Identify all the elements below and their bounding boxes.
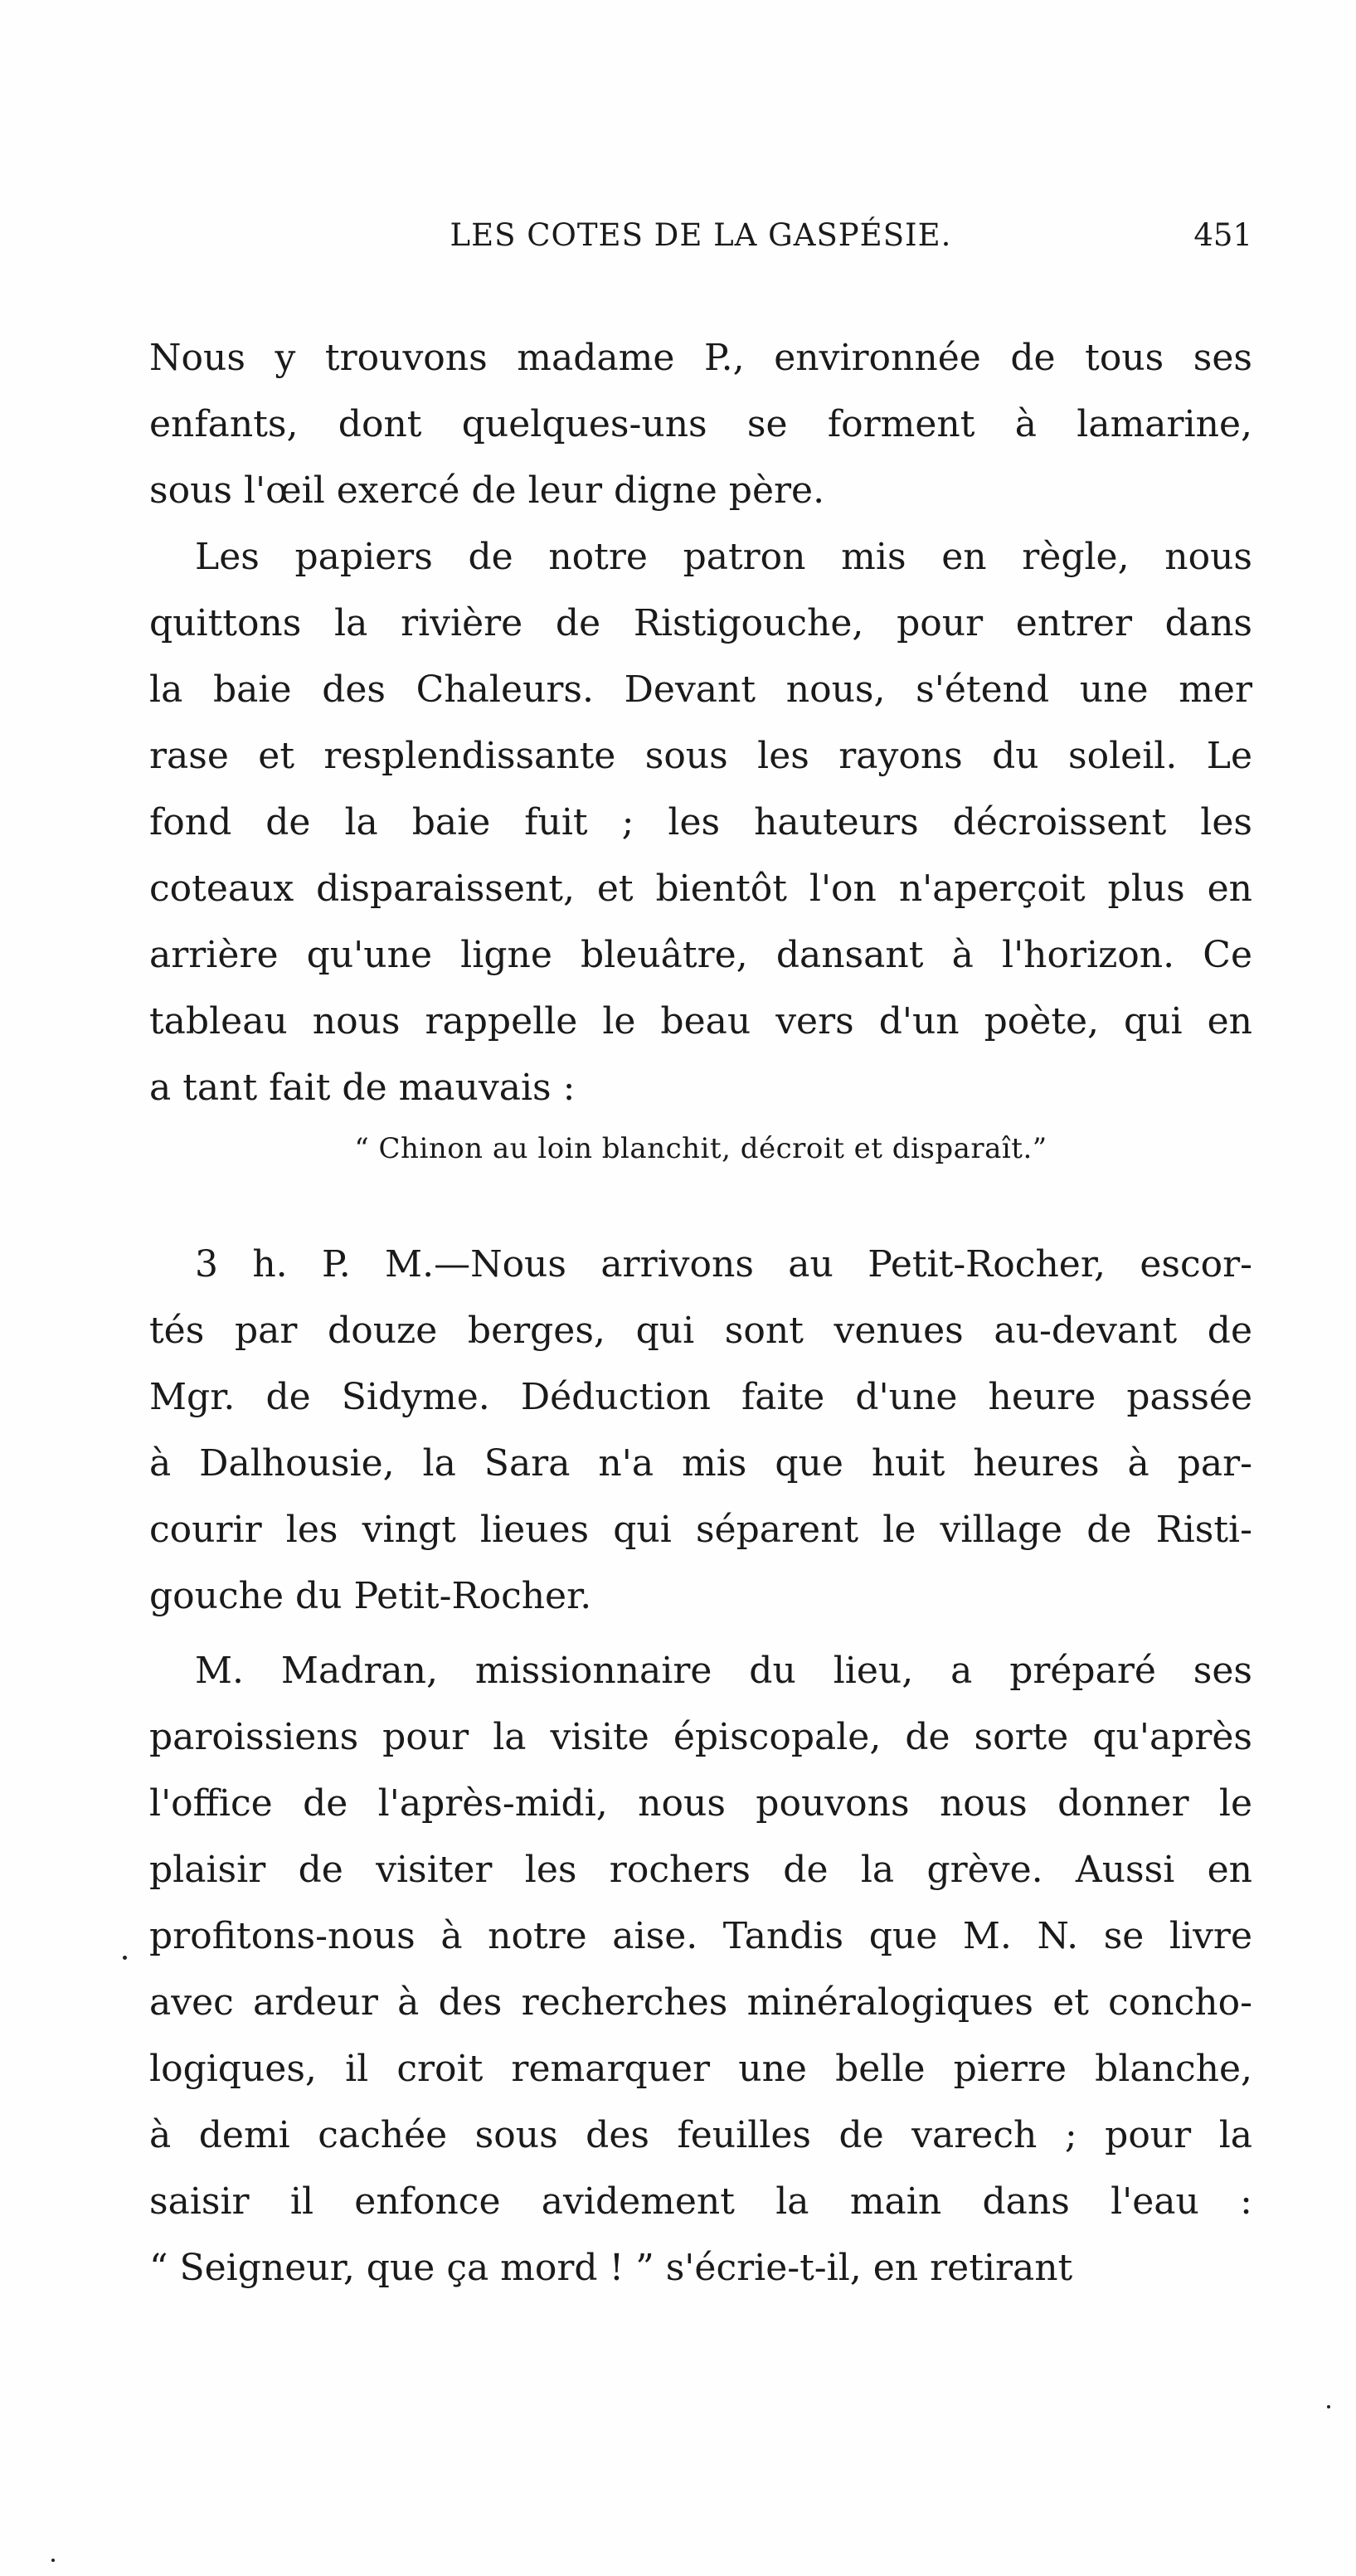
page-number: 451 [1193, 217, 1252, 253]
text-line: sous l'œil exercé de leur digne père. [149, 469, 825, 512]
text-line: coteaux disparaissent, et bientôt l'on n'aperçoit plus en [149, 868, 1252, 910]
print-speck [123, 1956, 127, 1960]
text-line: “ Seigneur, que ça mord ! ” s'écrie-t-il, en retirant [149, 2247, 1073, 2289]
text-line: a tant fait de mauvais : [149, 1067, 576, 1109]
paragraph-3 [149, 1232, 1252, 1630]
print-speck [51, 2559, 55, 2562]
text-line: Mgr. de Sidyme. Déduction faite d'une heure passée [149, 1376, 1252, 1418]
text-line: enfants, dont quelques-uns se forment à lamarine, [149, 403, 1252, 445]
paragraph-1 [149, 325, 1252, 524]
running-title: LES COTES DE LA GASPÉSIE. [450, 217, 952, 253]
text-line: Nous y trouvons madame P., environnée de tous ses [149, 337, 1252, 379]
text-line: avec ardeur à des recherches minéralogiques et concho- [149, 1981, 1252, 2024]
text-line: saisir il enfonce avidement la main dans l'eau : [149, 2180, 1252, 2223]
text-line: courir les vingt lieues qui séparent le village de Risti- [149, 1509, 1252, 1551]
text-line: 3 h. P. M.—Nous arrivons au Petit-Rocher, escor- [195, 1243, 1252, 1286]
text-line: tableau nous rappelle le beau vers d'un poète, qui en [149, 1000, 1252, 1043]
text-line: à demi cachée sous des feuilles de varech ; pour la [149, 2114, 1252, 2156]
text-line: la baie des Chaleurs. Devant nous, s'étend une mer [149, 668, 1252, 711]
text-line: logiques, il croit remarquer une belle pierre blanche, [149, 2048, 1252, 2090]
paragraph-4 [149, 1638, 1252, 2301]
text-line: paroissiens pour la visite épiscopale, de sorte qu'après [149, 1716, 1252, 1758]
text-line: plaisir de visiter les rochers de la grève. Aussi en [149, 1849, 1252, 1891]
text-line: à Dalhousie, la Sara n'a mis que huit heures à par- [149, 1442, 1252, 1485]
running-head [149, 217, 1252, 275]
text-line: fond de la baie fuit ; les hauteurs décroissent les [149, 801, 1252, 843]
text-line: tés par douze berges, qui sont venues au-devant de [149, 1310, 1252, 1352]
text-line: M. Madran, missionnaire du lieu, a préparé ses [195, 1650, 1252, 1692]
paragraph-2 [149, 524, 1252, 1121]
text-line: arrière qu'une ligne bleuâtre, dansant à l'horizon. Ce [149, 934, 1252, 976]
print-speck [1327, 2405, 1330, 2408]
text-line: Les papiers de notre patron mis en règle, nous [195, 536, 1252, 578]
text-line: profitons-nous à notre aise. Tandis que M. N. se livre [149, 1915, 1252, 1957]
text-line: gouche du Petit-Rocher. [149, 1575, 592, 1617]
text-line: rase et resplendissante sous les rayons du soleil. Le [149, 735, 1252, 777]
text-line: l'office de l'après-midi, nous pouvons nous donner le [149, 1782, 1252, 1825]
text-line: quittons la rivière de Ristigouche, pour entrer dans [149, 602, 1252, 644]
quoted-verse: “ Chinon au loin blanchit, décroit et disparaît.” [354, 1132, 1047, 1165]
